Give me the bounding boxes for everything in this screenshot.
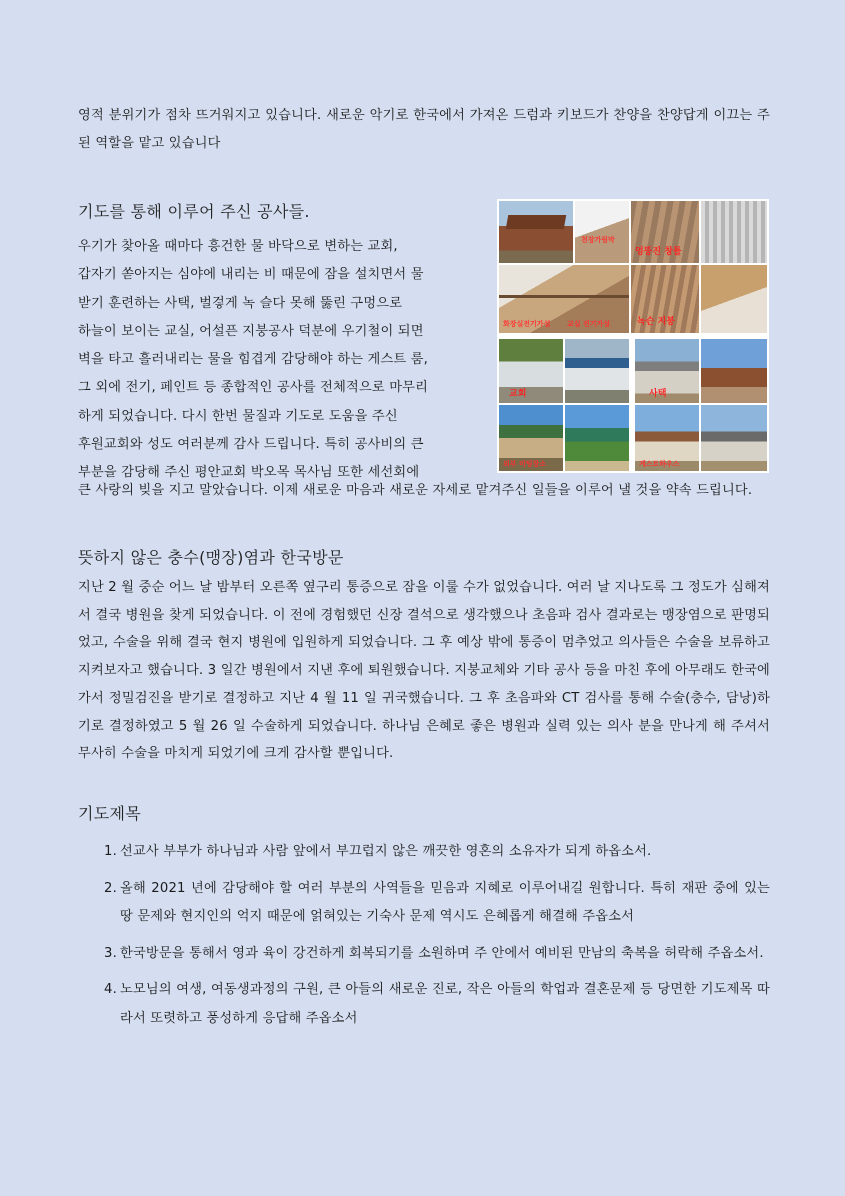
photo-church-building bbox=[499, 339, 563, 403]
section-heading-prayer: 기도제목 bbox=[78, 804, 142, 823]
list-item bbox=[78, 940, 770, 969]
photo-guest-house-side bbox=[701, 405, 767, 471]
text-line: 후원교회와 성도 여러분께 감사 드립니다. 특히 공사비의 큰 bbox=[78, 437, 424, 453]
caption-window-frame: 엉뚱진 창틀 bbox=[635, 247, 682, 257]
list-item bbox=[78, 838, 770, 867]
construction-paragraph-tail: 큰 사랑의 빚을 지고 말았습니다. 이제 새로운 마음과 새로운 자세로 맡겨주신 일들을 이루어 낼 것을 약속 드립니다. bbox=[78, 483, 753, 498]
prayer-list bbox=[78, 838, 770, 1041]
list-text: 노모님의 여생, 여동생과정의 구원, 큰 아들의 새로운 진로, 작은 아들의 학업과 결혼문제 등 당면한 기도제목 따라서 또렷하고 풍성하게 응답해 주옵소서 bbox=[120, 982, 770, 1026]
photo-building-blue-roof bbox=[565, 339, 629, 403]
list-item bbox=[78, 875, 770, 932]
text-line: 갑자기 쏟아지는 심야에 내리는 비 때문에 잠을 설치면서 물 bbox=[78, 267, 424, 283]
list-item bbox=[78, 976, 770, 1033]
caption-toilet-electric: 화장실전기가설 bbox=[503, 320, 551, 328]
caption-house: 사택 bbox=[649, 389, 667, 399]
list-text: 한국방문을 통해서 영과 육이 강건하게 회복되기를 소원하며 주 안에서 예비된 만남의 축복을 허락해 주옵소서. bbox=[120, 945, 764, 961]
caption-class-electric: 교실 전기가설 bbox=[567, 320, 611, 328]
text-line: 우기가 찾아올 때마다 흥건한 물 바닥으로 변하는 교회, bbox=[78, 239, 398, 254]
photo-rusty-roof-inside bbox=[631, 201, 699, 263]
construction-paragraph bbox=[78, 233, 486, 488]
list-number: 4. bbox=[104, 982, 117, 997]
photo-guest-house bbox=[635, 405, 699, 471]
photo-house bbox=[635, 339, 699, 403]
list-number: 2. bbox=[104, 880, 117, 896]
caption-meeting-place: 외부 미팅장소 bbox=[503, 460, 547, 468]
intro-paragraph: 영적 분위기가 점차 뜨거워지고 있습니다. 새로운 악기로 한국에서 가져온 드럼과 키보드가 찬양을 찬양답게 이끄는 주된 역할을 맡고 있습니다 bbox=[78, 108, 770, 151]
text-line: 그 외에 전기, 페인트 등 종합적인 공사를 전체적으로 마무리 bbox=[78, 380, 429, 396]
text-line: 하게 되었습니다. 다시 한번 물질과 기도로 도움을 주신 bbox=[78, 408, 398, 424]
text-line: 벽을 타고 흘러내리는 물을 힘겹게 감당해야 하는 게스트 룸, bbox=[78, 352, 429, 368]
caption-rusty-roof: 녹슨 지붕 bbox=[637, 317, 675, 327]
list-number: 3. bbox=[104, 945, 117, 961]
construction-photo-collage bbox=[497, 199, 769, 473]
text-line: 받기 훈련하는 사택, 벌겋게 녹 슬다 못해 뚫린 구멍으로 bbox=[78, 295, 403, 311]
photo-metal-sheet bbox=[701, 201, 767, 263]
caption-church: 교회 bbox=[509, 389, 527, 399]
caption-guest-house: 게스트하우스 bbox=[639, 460, 680, 468]
photo-church-exterior bbox=[499, 201, 573, 263]
list-text: 선교사 부부가 하나님과 사람 앞에서 부끄럽지 않은 깨끗한 영혼의 소유자가 되게 하옵소서. bbox=[120, 844, 652, 859]
photo-ceiling bbox=[575, 201, 629, 263]
photo-green-pavilion bbox=[565, 405, 629, 471]
photo-roof-frame bbox=[499, 265, 629, 333]
section-heading-appendicitis: 뜻하지 않은 충수(맹장)염과 한국방문 bbox=[78, 548, 344, 567]
photo-rusty-roof bbox=[631, 265, 699, 333]
list-number: 1. bbox=[104, 844, 117, 859]
photo-palm-house bbox=[701, 339, 767, 403]
caption-ceiling: 천장가림막 bbox=[581, 236, 615, 244]
photo-roof-edge bbox=[701, 265, 767, 333]
beam bbox=[499, 295, 629, 298]
section-heading-construction: 기도를 통해 이루어 주신 공사들. bbox=[78, 202, 310, 221]
appendicitis-paragraph: 지난 2 월 중순 어느 날 밤부터 오른쪽 옆구리 통증으로 잠을 이룰 수가 없었습니다. 여러 날 지나도록 그 정도가 심해져서 결국 병원을 찾게 되었습니다. 이 전에 경험했던 신장 결석으로 생각했으나 초음파 검사 결과로는 맹장염으로 판명되었고, 수술을 위해 결국 현지 병원에 입원하게 되었습니다. 그 후 예상 밖에 통증이 멈추었고 의사들은 수술을 보류하고 지켜보자고 했습니다. 3 일간 병원에서 지낸 후에 퇴원했습니다. 지붕교체와 기타 공사 등을 마친 후에 아무래도 한국에 가서 정밀검진을 받기로 결정하고 지난 4 월 11 일 귀국했습니다. 그 후 초음파와 CT 검사를 통해 수술(충수, 담낭)하기로 결정하였고 5 월 26 일 수술하게 되었습니다. 하나님 은혜로 좋은 병원과 실력 있는 의사 분을 만나게 해 주셔서 무사히 수술을 마치게 되었기에 크게 감사할 뿐입니다. bbox=[78, 580, 770, 762]
list-text: 올해 2021 년에 감당해야 할 여러 부분의 사역들을 믿음과 지혜로 이루어내길 원합니다. 특히 재판 중에 있는 땅 문제와 현지인의 억지 때문에 얽혀있는 기숙사 문제 역시도 은혜롭게 해결해 주옵소서 bbox=[120, 880, 770, 924]
text-line: 부분을 감당해 주신 평안교회 박오목 목사님 또한 세선회에 bbox=[78, 465, 420, 481]
text-line: 하늘이 보이는 교실, 어설픈 지붕공사 덕분에 우기철이 되면 bbox=[78, 323, 424, 339]
photo-pavilion bbox=[499, 405, 563, 471]
